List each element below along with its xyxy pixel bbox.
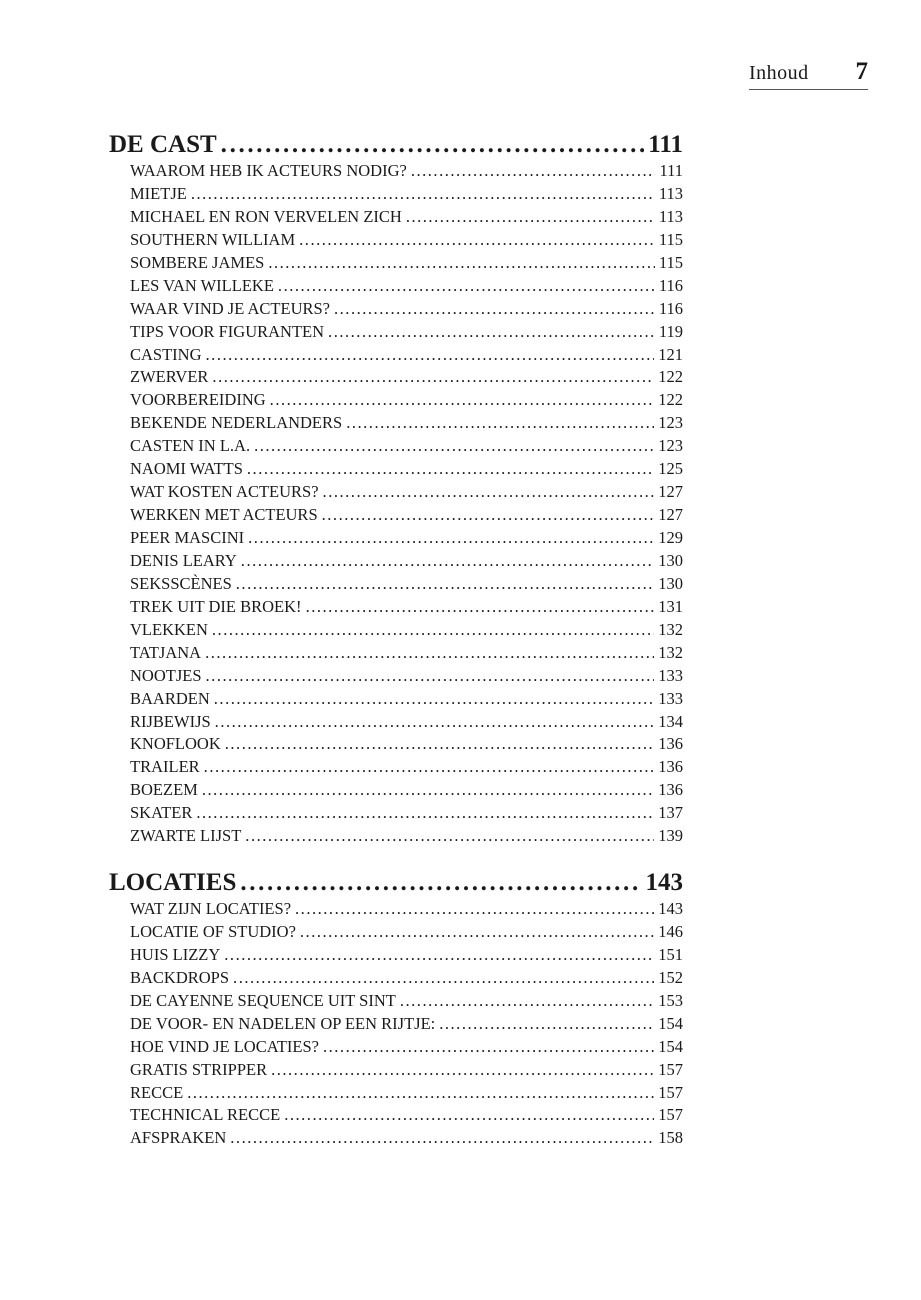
dot-leader <box>212 366 654 389</box>
entry-label: RIJBEWIJS <box>130 711 211 731</box>
toc-entry[interactable] <box>130 550 683 573</box>
entry-label: TECHNICAL RECCE <box>130 1105 281 1125</box>
toc-entry[interactable] <box>130 298 683 321</box>
toc-section-locaties <box>109 868 683 1150</box>
toc-entry[interactable] <box>130 412 683 435</box>
entry-label: WERKEN MET ACTEURS <box>130 505 318 525</box>
entry-label: NAOMI WATTS <box>130 459 243 479</box>
entry-page-number: 130 <box>658 573 683 593</box>
entry-label: TIPS VOOR FIGURANTEN <box>130 321 325 341</box>
entry-label: MICHAEL EN RON VERVELEN ZICH <box>130 206 402 226</box>
toc-entry[interactable] <box>130 481 683 504</box>
dot-leader <box>322 504 655 527</box>
toc-entry[interactable] <box>130 1036 683 1059</box>
dot-leader <box>225 733 655 756</box>
entry-page-number: 151 <box>658 944 683 964</box>
entry-label: KNOFLOOK <box>130 734 221 754</box>
section-page-number: 143 <box>645 869 683 896</box>
dot-leader <box>299 229 655 252</box>
dot-leader <box>270 389 655 412</box>
entry-page-number: 136 <box>658 780 683 800</box>
entry-page-number: 152 <box>658 967 683 987</box>
dot-leader <box>187 1082 654 1105</box>
toc-entry[interactable] <box>130 990 683 1013</box>
entry-label: DE CAYENNE SEQUENCE UIT SINT <box>130 990 396 1010</box>
entry-page-number: 111 <box>659 161 683 180</box>
dot-leader <box>271 1059 654 1082</box>
dot-leader <box>206 665 655 688</box>
entry-label: SOMBERE JAMES <box>130 252 265 272</box>
dot-leader <box>202 779 654 802</box>
dot-leader <box>204 756 655 779</box>
entry-label: TREK UIT DIE BROEK! <box>130 596 302 616</box>
entry-page-number: 115 <box>658 229 683 249</box>
toc-entry[interactable] <box>130 733 683 756</box>
toc-entry[interactable] <box>130 504 683 527</box>
entry-page-number: 131 <box>658 596 683 616</box>
dot-leader <box>206 344 655 367</box>
dot-leader <box>191 183 655 206</box>
entry-page-number: 121 <box>658 344 683 364</box>
toc-entry[interactable] <box>130 1104 683 1127</box>
entry-page-number: 157 <box>658 1059 683 1079</box>
entry-label: RECCE <box>130 1082 184 1102</box>
section-page-number: 111 <box>648 131 683 158</box>
entry-label: VLEKKEN <box>130 619 208 639</box>
entry-page-number: 157 <box>658 1082 683 1102</box>
dot-leader <box>230 1127 654 1150</box>
dot-leader <box>221 130 645 160</box>
dot-leader <box>248 527 654 550</box>
entry-label: HUIS LIZZY <box>130 944 221 964</box>
toc-entry[interactable] <box>130 756 683 779</box>
toc-entry[interactable] <box>130 573 683 596</box>
entry-label: MIETJE <box>130 183 187 203</box>
toc-entry[interactable] <box>130 229 683 252</box>
entry-label: LES VAN WILLEKE <box>130 275 274 295</box>
entry-label: DE VOOR- EN NADELEN OP EEN RIJTJE: <box>130 1013 436 1033</box>
entry-page-number: 154 <box>658 1013 683 1033</box>
section-heading[interactable] <box>109 130 683 160</box>
dot-leader <box>346 412 654 435</box>
dot-leader <box>400 990 654 1013</box>
dot-leader <box>214 688 654 711</box>
dot-leader <box>254 435 654 458</box>
toc-section-de-cast <box>109 130 683 848</box>
entry-page-number: 136 <box>658 734 683 754</box>
entry-page-number: 115 <box>658 252 683 272</box>
entry-page-number: 139 <box>658 826 683 846</box>
entry-page-number: 143 <box>658 899 683 918</box>
toc-entry[interactable] <box>130 898 683 921</box>
entry-page-number: 132 <box>658 642 683 662</box>
entry-page-number: 130 <box>658 550 683 570</box>
entry-page-number: 113 <box>658 206 683 226</box>
entry-page-number: 134 <box>658 711 683 731</box>
toc-entry[interactable] <box>130 596 683 619</box>
dot-leader <box>411 160 656 183</box>
dot-leader <box>233 967 654 990</box>
entry-page-number: 153 <box>658 990 683 1010</box>
entry-list <box>109 160 683 848</box>
dot-leader <box>196 802 654 825</box>
toc-entry[interactable] <box>130 825 683 848</box>
entry-page-number: 137 <box>658 803 683 823</box>
entry-label: TATJANA <box>130 642 202 662</box>
toc-entry[interactable] <box>130 711 683 734</box>
entry-page-number: 113 <box>658 183 683 203</box>
entry-label: TRAILER <box>130 757 200 777</box>
entry-page-number: 116 <box>658 275 683 295</box>
running-head-title: Inhoud <box>749 62 809 84</box>
toc-entry[interactable] <box>130 779 683 802</box>
entry-page-number: 125 <box>658 459 683 479</box>
entry-page-number: 136 <box>658 757 683 777</box>
toc-entry[interactable] <box>130 344 683 367</box>
dot-leader <box>215 711 655 734</box>
entry-label: SOUTHERN WILLIAM <box>130 229 296 249</box>
dot-leader <box>205 642 654 665</box>
dot-leader <box>300 921 654 944</box>
toc-entry[interactable] <box>130 802 683 825</box>
entry-page-number: 157 <box>658 1105 683 1125</box>
dot-leader <box>328 321 655 344</box>
entry-label: CASTING <box>130 344 202 364</box>
page-number: 7 <box>855 58 868 85</box>
entry-label: BACKDROPS <box>130 967 230 987</box>
entry-label: WAAR VIND JE ACTEURS? <box>130 298 330 318</box>
entry-page-number: 119 <box>658 321 683 341</box>
entry-label: VOORBEREIDING <box>130 390 266 410</box>
entry-label: WAAROM HEB IK ACTEURS NODIG? <box>130 161 407 180</box>
entry-page-number: 123 <box>658 436 683 456</box>
toc-entry[interactable] <box>130 183 683 206</box>
entry-page-number: 154 <box>658 1036 683 1056</box>
entry-page-number: 132 <box>658 619 683 639</box>
entry-label: AFSPRAKEN <box>130 1128 227 1148</box>
dot-leader <box>334 298 655 321</box>
section-title: LOCATIES <box>109 869 237 896</box>
entry-label: ZWARTE LIJST <box>130 826 242 846</box>
toc-entry[interactable] <box>130 921 683 944</box>
entry-list <box>109 898 683 1150</box>
dot-leader <box>323 481 655 504</box>
dot-leader <box>295 898 654 921</box>
toc-entry[interactable] <box>130 688 683 711</box>
entry-page-number: 158 <box>658 1128 683 1148</box>
dot-leader <box>212 619 654 642</box>
entry-label: SKATER <box>130 803 193 823</box>
entry-label: CASTEN IN L.A. <box>130 436 251 456</box>
entry-page-number: 122 <box>658 390 683 410</box>
toc-entry[interactable] <box>130 1013 683 1036</box>
dot-leader <box>306 596 655 619</box>
toc-entry[interactable] <box>130 944 683 967</box>
entry-label: BAARDEN <box>130 688 210 708</box>
dot-leader <box>247 458 654 481</box>
entry-label: DENIS LEARY <box>130 550 237 570</box>
toc-entry[interactable] <box>130 389 683 412</box>
toc-entry[interactable] <box>130 275 683 298</box>
dot-leader <box>439 1013 654 1036</box>
entry-label: SEKSSCÈNES <box>130 573 232 593</box>
dot-leader <box>245 825 654 848</box>
entry-page-number: 133 <box>658 665 683 685</box>
entry-page-number: 129 <box>658 528 683 547</box>
entry-label: WAT ZIJN LOCATIES? <box>130 899 292 918</box>
section-title: DE CAST <box>109 131 217 158</box>
entry-page-number: 122 <box>658 367 683 387</box>
entry-page-number: 146 <box>658 921 683 941</box>
entry-label: LOCATIE OF STUDIO? <box>130 921 296 941</box>
toc-entry[interactable] <box>130 160 683 183</box>
entry-label: HOE VIND JE LOCATIES? <box>130 1036 319 1056</box>
toc-entry[interactable] <box>130 435 683 458</box>
entry-label: BOEZEM <box>130 780 198 800</box>
toc-entry[interactable] <box>130 321 683 344</box>
entry-label: WAT KOSTEN ACTEURS? <box>130 482 319 502</box>
entry-page-number: 116 <box>658 298 683 318</box>
section-heading[interactable] <box>109 868 683 898</box>
toc-entry[interactable] <box>130 967 683 990</box>
dot-leader <box>284 1104 654 1127</box>
toc-entry[interactable] <box>130 642 683 665</box>
entry-page-number: 127 <box>658 482 683 502</box>
dot-leader <box>236 573 654 596</box>
toc-entry[interactable] <box>130 1082 683 1105</box>
toc-entry[interactable] <box>130 619 683 642</box>
entry-label: NOOTJES <box>130 665 202 685</box>
entry-label: GRATIS STRIPPER <box>130 1059 268 1079</box>
dot-leader <box>278 275 655 298</box>
dot-leader <box>406 206 655 229</box>
entry-page-number: 123 <box>658 413 683 433</box>
entry-label: BEKENDE NEDERLANDERS <box>130 413 343 433</box>
toc-entry[interactable] <box>130 206 683 229</box>
entry-page-number: 133 <box>658 688 683 708</box>
toc-entry[interactable] <box>130 1127 683 1150</box>
dot-leader <box>323 1036 654 1059</box>
dot-leader <box>241 550 654 573</box>
toc-entry[interactable] <box>130 665 683 688</box>
toc-entry[interactable] <box>130 1059 683 1082</box>
entry-label: ZWERVER <box>130 367 209 387</box>
entry-label: PEER MASCINI <box>130 528 245 547</box>
toc-entry[interactable] <box>130 366 683 389</box>
dot-leader <box>268 252 655 275</box>
entry-page-number: 127 <box>658 505 683 525</box>
dot-leader <box>240 868 641 898</box>
toc-entry[interactable] <box>130 252 683 275</box>
dot-leader <box>224 944 654 967</box>
toc-entry[interactable] <box>130 527 683 550</box>
running-head <box>749 58 868 90</box>
toc-entry[interactable] <box>130 458 683 481</box>
